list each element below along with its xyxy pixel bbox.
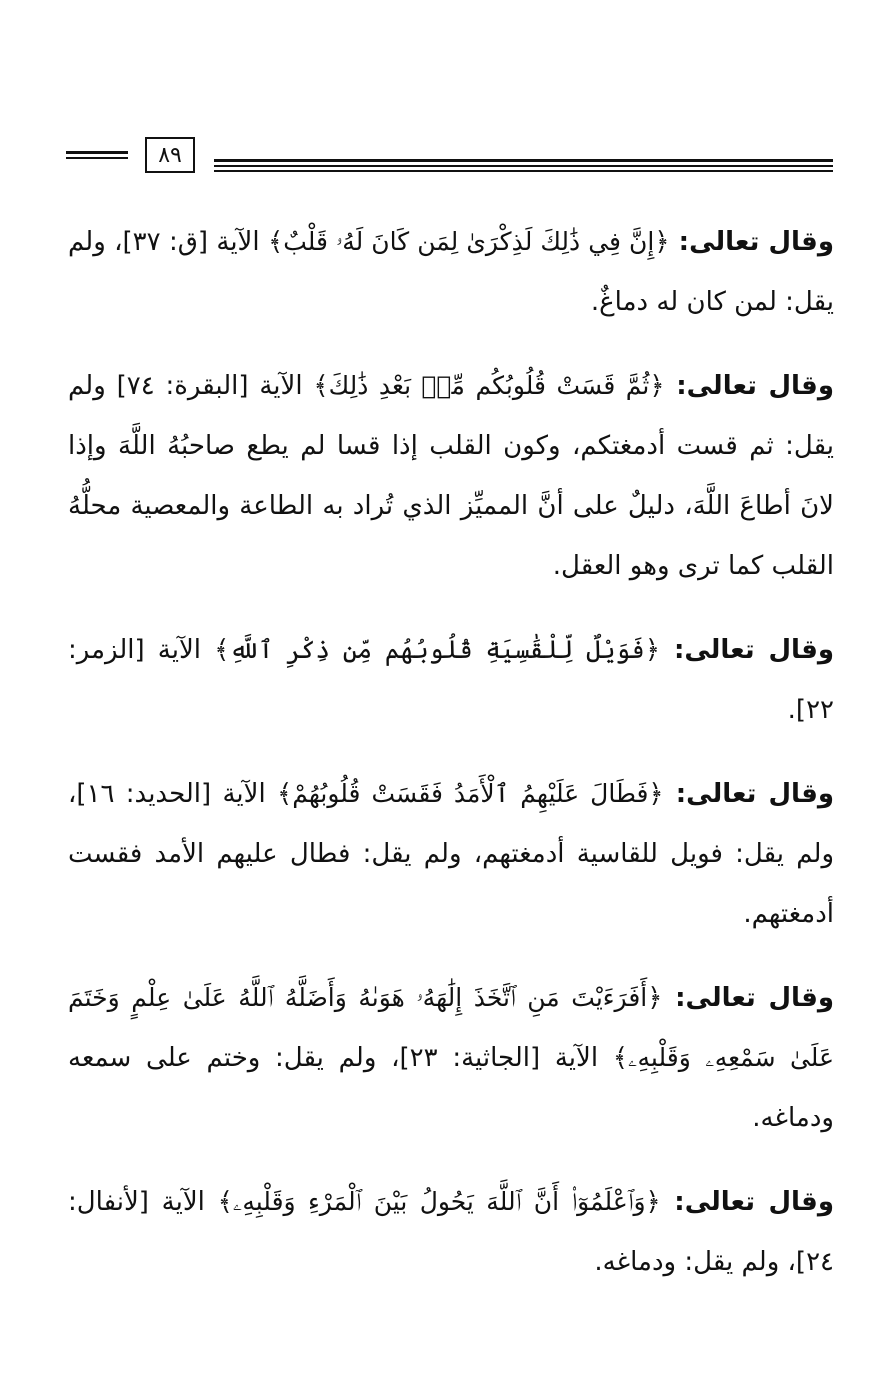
paragraph xyxy=(68,968,834,1148)
paragraph-lead: وقال تعالى: xyxy=(660,635,835,665)
verse-open-bracket: ﴿ xyxy=(654,227,670,257)
paragraph xyxy=(68,764,834,944)
verse-close-bracket: ﴾ xyxy=(612,1043,629,1073)
verse-open-bracket: ﴿ xyxy=(649,371,665,401)
paragraph-text: الآية [الجاثية: ٢٣]، ولم يقل: وختم على سمعه ودماغه. xyxy=(68,1043,834,1133)
verse-open-bracket: ﴿ xyxy=(645,1187,661,1217)
verse-close-bracket: ﴾ xyxy=(214,635,230,665)
header-rule-left xyxy=(66,151,128,161)
quran-verse: فَطَالَ عَلَيْهِمُ ٱلْأَمَدُ فَقَسَتْ قُلُوبُهُمْ xyxy=(292,779,649,808)
paragraph-text: الآية [لأنفال: ٢٤]، ولم يقل: ودماغه. xyxy=(68,1187,834,1277)
quran-verse: أَفَرَءَيْتَ مَنِ ٱتَّخَذَ إِلَٰهَهُۥ هَوَىٰهُ وَأَضَلَّهُ ٱللَّهُ عَلَىٰ عِلْمٍ وَخَتَمَ عَلَىٰ سَمْعِهِۦ وَقَلْبِهِۦ xyxy=(68,983,834,1072)
quran-verse: ثُمَّ قَسَتْ قُلُوبُكُم مِّنۢ بَعْدِ ذَٰلِكَ xyxy=(328,371,650,400)
quran-verse: وَٱعْلَمُوٓا۟ أَنَّ ٱللَّهَ يَحُولُ بَيْنَ ٱلْمَرْءِ وَقَلْبِهِۦ xyxy=(232,1187,646,1216)
verse-open-bracket: ﴿ xyxy=(648,779,664,809)
paragraph xyxy=(68,620,834,740)
page-header xyxy=(66,137,833,179)
paragraph xyxy=(68,1172,834,1292)
paragraph-lead: وقال تعالى: xyxy=(664,371,834,401)
paragraph xyxy=(68,212,834,332)
header-rule-right xyxy=(214,159,833,173)
verse-close-bracket: ﴾ xyxy=(217,1187,233,1217)
verse-open-bracket: ﴿ xyxy=(647,983,663,1013)
paragraph-text: الآية [ق: ٣٧]، ولم يقل: لمن كان له دماغٌ. xyxy=(68,227,834,317)
verse-close-bracket: ﴾ xyxy=(313,371,329,401)
page-body xyxy=(68,212,834,1316)
paragraph-lead: وقال تعالى: xyxy=(660,1187,834,1217)
paragraph-lead: وقال تعالى: xyxy=(662,983,835,1013)
verse-close-bracket: ﴾ xyxy=(267,227,284,257)
quran-verse: إِنَّ فِي ذَٰلِكَ لَذِكْرَىٰ لِمَن كَانَ لَهُۥ قَلْبٌ xyxy=(283,227,655,256)
paragraph-text: الآية [الحديد: ١٦]، ولم يقل: فويل للقاسية أدمغتهم، ولم يقل: فطال عليهم الأمد فقست أدمغتهم. xyxy=(68,779,834,929)
page-number: ٨٩ xyxy=(145,137,195,173)
verse-open-bracket: ﴿ xyxy=(644,635,661,665)
verse-close-bracket: ﴾ xyxy=(276,779,293,809)
paragraph xyxy=(68,356,834,596)
paragraph-text: الآية [البقرة: ٧٤] ولم يقل: ثم قست أدمغتكم، وكون القلب إذا قسا لم يطع صاحبُهُ اللَّهَ وإذا لانَ أطاعَ اللَّهَ، دليلٌ على أنَّ المميِّز الذي تُراد به الطاعة والمعصية محلُّهُ القلب كما ترى وهو العقل. xyxy=(68,371,834,581)
paragraph-text: الآية [الزمر: ٢٢]. xyxy=(68,635,834,725)
paragraph-lead: وقال تعالى: xyxy=(669,227,834,257)
quran-verse: فَوَيْلٌ لِّلْقَٰسِيَةِ قُلُوبُهُم مِّن ذِكْرِ ٱللَّهِ xyxy=(229,635,645,664)
paragraph-lead: وقال تعالى: xyxy=(663,779,835,809)
